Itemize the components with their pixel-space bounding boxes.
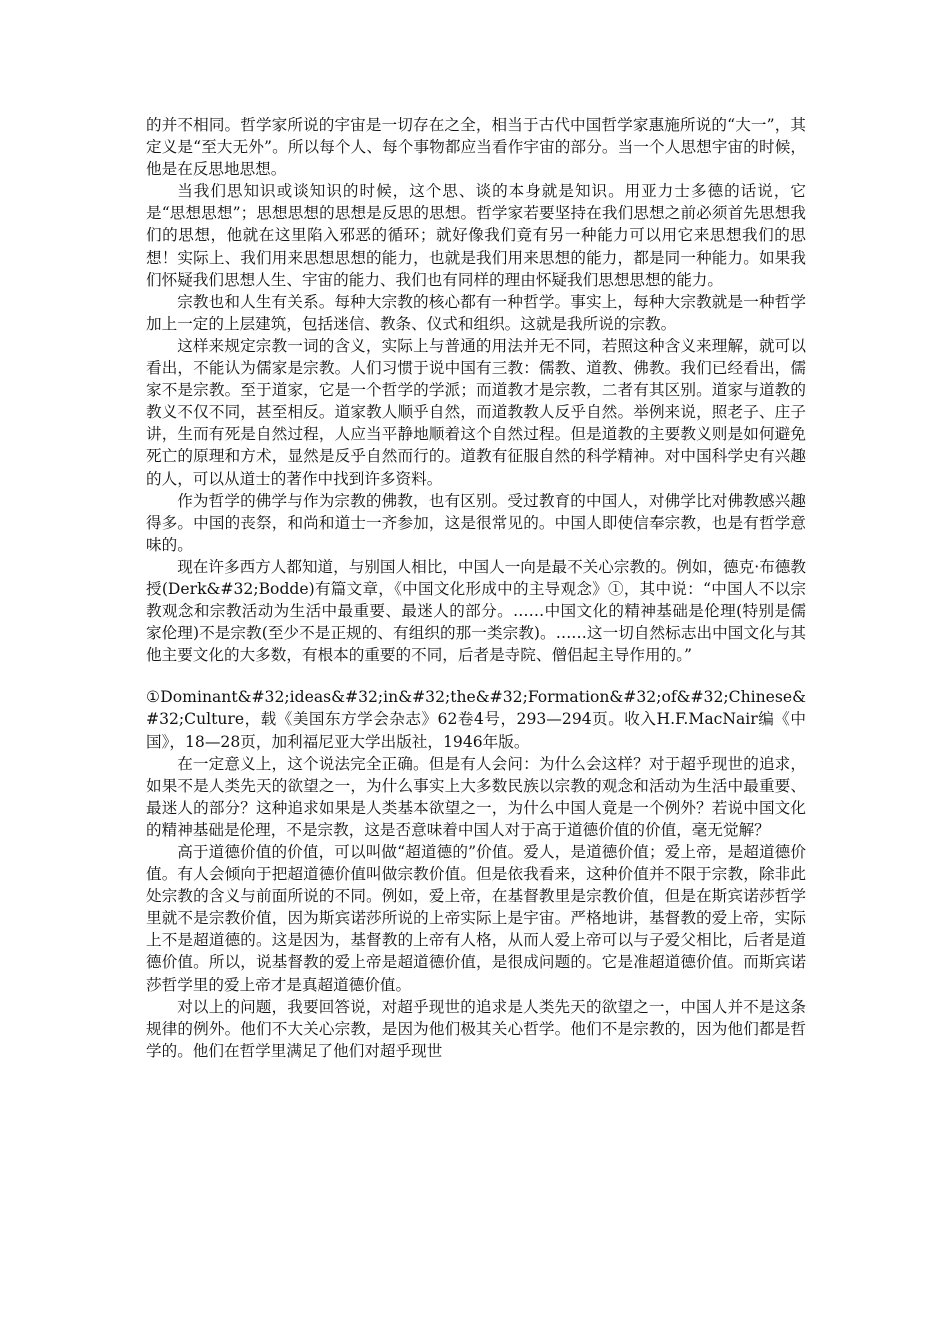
paragraph: 高于道德价值的价值，可以叫做“超道德的”价值。爱人，是道德价值；爱上帝，是超道德价值。有人会倾向于把超道德价值叫做宗教价值。但是依我看来，这种价值并不限于宗教，除非此处宗教的含义与前面所说的不同。例如，爱上帝，在基督教里是宗教价值，但是在斯宾诺莎哲学里就不是宗教价值，因为斯宾诺莎所说的上帝实际上是宇宙。严格地讲，基督教的爱上帝，实际上不是超道德的。这是因为，基督教的上帝有人格，从而人爱上帝可以与子爱父相比，后者是道德价值。所以，说基督教的爱上帝是超道德价值，是很成问题的。它是准超道德价值。而斯宾诺莎哲学里的爱上帝才是真超道德价值。 — [146, 843, 806, 994]
paragraph: 宗教也和人生有关系。每种大宗教的核心都有一种哲学。事实上，每种大宗教就是一种哲学加上一定的上层建筑，包括迷信、教条、仪式和组织。这就是我所说的宗教。 — [146, 292, 806, 333]
paragraph: 作为哲学的佛学与作为宗教的佛教，也有区别。受过教育的中国人，对佛学比对佛教感兴趣得多。中国的丧祭，和尚和道士一齐参加，这是很常见的。中国人即使信奉宗教，也是有哲学意味的。 — [146, 491, 806, 554]
paragraph: 当我们思知识或谈知识的时候，这个思、谈的本身就是知识。用亚力士多德的话说，它是“思想思想”；思想思想的思想是反思的思想。哲学家若要坚持在我们思想之前必须首先思想我们的思想，他就在这里陷入邪恶的循环；就好像我们竟有另一种能力可以用它来思想我们的思想！实际上、我们用来思想思想的能力，也就是我们用来思想的能力，都是同一种能力。如果我们怀疑我们思想人生、宇宙的能力、我们也有同样的理由怀疑我们思想思想的能力。 — [146, 182, 806, 289]
paragraph: 这样来规定宗教一词的含义，实际上与普通的用法并无不同，若照这种含义来理解，就可以看出，不能认为儒家是宗教。人们习惯于说中国有三教：儒教、道教、佛教。我们已经看出，儒家不是宗教。至于道家，它是一个哲学的学派；而道教才是宗教，二者有其区别。道家与道教的教义不仅不同，甚至相反。道家教人顺乎自然，而道教教人反乎自然。举例来说，照老子、庄子讲，生而有死是自然过程，人应当平静地顺着这个自然过程。但是道教的主要教义则是如何避免死亡的原理和方术，显然是反乎自然而行的。道教有征服自然的科学精神。对中国科学史有兴趣的人，可以从道士的著作中找到许多资料。 — [146, 336, 806, 488]
paragraph: 现在许多西方人都知道，与别国人相比，中国人一向是最不关心宗教的。例如，德克·布德教授(Derk&#32;Bodde)有篇文章，《中国文化形成中的主导观念》①，其中说：“中国人不以宗教观念和宗教活动为生活中最重要、最迷人的部分。……中国文化的精神基础是伦理(特别是儒家伦理)不是宗教(至少不是正规的、有组织的那一类宗教)。……这一切自然标志出中国文化与其他主要文化的大多数，有根本的重要的不同，后者是寺院、僧侣起主导作用的。” — [146, 557, 806, 665]
footnote: ①Dominant&#32;ideas&#32;in&#32;the&#32;Formation&#32;of&#32;Chinese&#32;Culture，载《美国东方学会杂志》62卷4号，293—294页。收入H.F.MacNair编《中国》，18—28页，加利福尼亚大学出版社，1946年版。 — [146, 688, 806, 751]
paragraph: 在一定意义上，这个说法完全正确。但是有人会问：为什么会这样？对于超乎现世的追求，如果不是人类先天的欲望之一，为什么事实上大多数民族以宗教的观念和活动为生活中最重要、最迷人的部分？这种追求如果是人类基本欲望之一，为什么中国人竟是一个例外？若说中国文化的精神基础是伦理，不是宗教，这是否意味着中国人对于高于道德价值的价值，毫无觉解？ — [146, 754, 806, 839]
document-page — [146, 114, 806, 1062]
paragraph: 的并不相同。哲学家所说的宇宙是一切存在之全，相当于古代中国哲学家惠施所说的“大一”，其定义是“至大无外”。所以每个人、每个事物都应当看作宇宙的部分。当一个人思想宇宙的时候，他是在反思地思想。 — [146, 116, 806, 179]
paragraph: 对以上的问题，我要回答说，对超乎现世的追求是人类先天的欲望之一，中国人并不是这条规律的例外。他们不大关心宗教，是因为他们极其关心哲学。他们不是宗教的，因为他们都是哲学的。他们在哲学里满足了他们对超乎现世 — [146, 997, 806, 1060]
